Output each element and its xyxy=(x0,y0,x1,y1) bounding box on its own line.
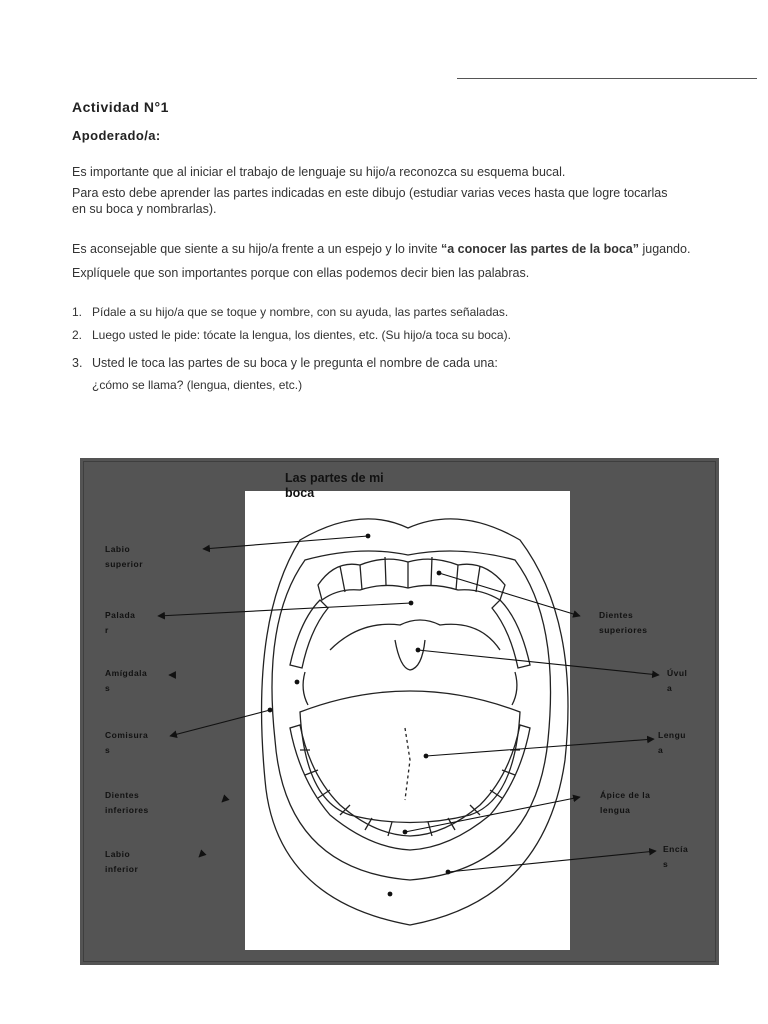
label-uvula xyxy=(667,666,687,696)
step-3-continuation: ¿cómo se llama? (lengua, dientes, etc.) xyxy=(92,378,303,392)
step-1-text: Pídale a su hijo/a que se toque y nombre, con su ayuda, las partes señaladas. xyxy=(92,305,509,319)
paragraph-mirror xyxy=(72,237,692,285)
step-1-number: 1. xyxy=(72,305,83,319)
mouth-drawing-area xyxy=(245,491,570,950)
label-comisuras xyxy=(105,728,148,758)
label-encias-line-1: Encía xyxy=(663,844,689,854)
step-2-text: Luego usted le pide: tócate la lengua, los dientes, etc. (Su hijo/a toca su boca). xyxy=(92,328,511,342)
label-comisuras-line-2: s xyxy=(105,745,111,755)
paragraph-intro: Es importante que al iniciar el trabajo de lenguaje su hijo/a reconozca su esquema bucal. xyxy=(72,165,566,179)
label-apice-lengua-line-1: Ápice de la xyxy=(600,790,651,800)
label-labio-inferior-line-1: Labio xyxy=(105,849,131,859)
diagram-title xyxy=(285,471,415,501)
label-lengua-line-2: a xyxy=(658,745,664,755)
diagram-title-line-2: boca xyxy=(285,486,315,500)
label-encias-line-2: s xyxy=(663,859,669,869)
diagram-title-line-1: Las partes de mi xyxy=(285,471,384,485)
label-uvula-line-1: Úvul xyxy=(667,668,688,678)
label-dientes-superiores-line-2: superiores xyxy=(599,625,648,635)
label-paladar-line-2: r xyxy=(105,625,109,635)
label-dientes-superiores xyxy=(599,608,647,638)
label-comisuras-line-1: Comisura xyxy=(105,730,149,740)
label-amigdalas-line-2: s xyxy=(105,683,111,693)
label-labio-inferior xyxy=(105,847,138,877)
activity-title: Actividad N°1 xyxy=(72,99,169,115)
header-rule xyxy=(457,78,757,79)
step-1 xyxy=(72,305,712,319)
step-3 xyxy=(72,352,712,396)
label-uvula-line-2: a xyxy=(667,683,673,693)
step-3-text: Usted le toca las partes de su boca y le pregunta el nombre de cada una: xyxy=(92,356,498,370)
label-paladar-line-1: Palada xyxy=(105,610,136,620)
label-labio-inferior-line-2: inferior xyxy=(105,864,139,874)
label-lengua xyxy=(658,728,686,758)
paragraph-mirror-text-a: Es aconsejable que siente a su hijo/a frente a un espejo y lo invite xyxy=(72,242,441,256)
label-dientes-inferiores-line-1: Dientes xyxy=(105,790,140,800)
step-3-number: 3. xyxy=(72,356,83,370)
label-apice-lengua xyxy=(600,788,650,818)
label-lengua-line-1: Lengu xyxy=(658,730,686,740)
label-labio-superior xyxy=(105,542,143,572)
paragraph-mirror-emphasis: “a conocer las partes de la boca” xyxy=(441,242,639,256)
label-amigdalas xyxy=(105,666,147,696)
label-paladar xyxy=(105,608,135,638)
label-labio-superior-line-1: Labio xyxy=(105,544,131,554)
paragraph-mirror-text-b: jugando. Explíquele que son importantes porque con ellas podemos decir bien las palabras. xyxy=(72,242,691,280)
label-amigdalas-line-1: Amígdala xyxy=(105,668,148,678)
step-2-number: 2. xyxy=(72,328,83,342)
step-2 xyxy=(72,328,712,342)
addressee-label: Apoderado/a: xyxy=(72,128,161,143)
label-encias xyxy=(663,842,688,872)
label-apice-lengua-line-2: lengua xyxy=(600,805,631,815)
label-labio-superior-line-2: superior xyxy=(105,559,144,569)
label-dientes-inferiores xyxy=(105,788,149,818)
label-dientes-superiores-line-1: Dientes xyxy=(599,610,634,620)
label-dientes-inferiores-line-2: inferiores xyxy=(105,805,149,815)
paragraph-instructions: Para esto debe aprender las partes indicadas en este dibujo (estudiar varias veces hasta que logre tocarlas en su boca y nombrarlas). xyxy=(72,186,668,216)
